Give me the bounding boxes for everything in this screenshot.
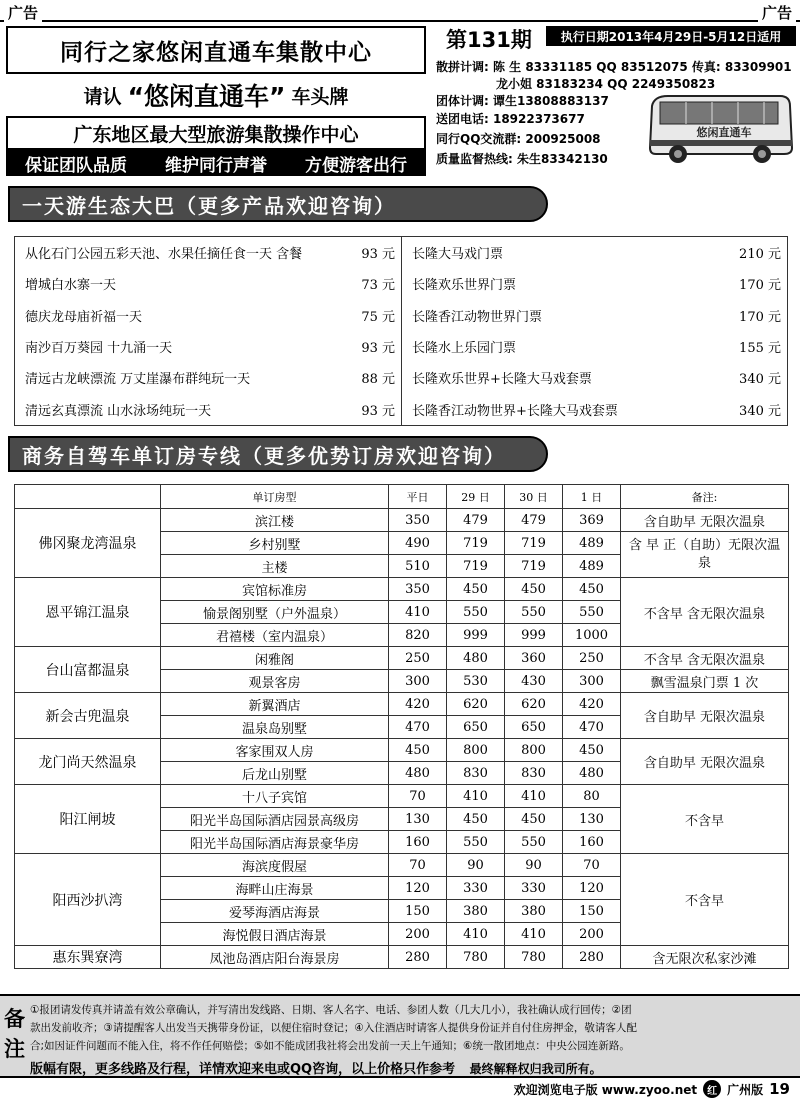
room-type: 爱琴海酒店海景: [161, 900, 389, 923]
price-cell: 830: [447, 762, 505, 785]
price-cell: 650: [505, 716, 563, 739]
trip-price: 170 元: [739, 309, 781, 325]
price-cell: 490: [389, 532, 447, 555]
price-cell: 70: [389, 785, 447, 808]
table-row: [15, 785, 789, 808]
price-cell: 719: [505, 555, 563, 578]
trip-name: 从化石门公园五彩天池、水果任摘任食一天 含餐: [25, 247, 303, 263]
ad-label-right: 广告: [758, 2, 796, 23]
price-cell: 70: [563, 854, 621, 877]
edition-label: 广州版: [727, 1082, 764, 1097]
header-title: 同行之家悠闲直通车集散中心: [6, 26, 426, 74]
price-cell: 550: [563, 601, 621, 624]
header-left: [6, 26, 426, 176]
price-cell: 550: [447, 601, 505, 624]
table-row: [15, 509, 789, 532]
room-type: 客家围双人房: [161, 739, 389, 762]
trip-price: 340 元: [739, 372, 781, 388]
list-item: [15, 362, 401, 393]
price-cell: 380: [447, 900, 505, 923]
table-row: [15, 578, 789, 601]
list-item: [402, 300, 787, 331]
price-cell: 550: [505, 601, 563, 624]
price-cell: 120: [563, 877, 621, 900]
price-cell: 350: [389, 578, 447, 601]
list-item: [402, 268, 787, 299]
note-line: 款出发前收齐；③请提醒客人出发当天携带身份证，以便住宿时登记；④入住酒店时请客人提供身份证并自付住房押金，敬请客人配: [30, 1022, 637, 1034]
hotel-note: 飘雪温泉门票 1 次: [621, 670, 789, 693]
price-cell: 90: [505, 854, 563, 877]
exec-date: 执行日期2013年4月29日-5月12日适用: [546, 26, 796, 46]
price-cell: 410: [505, 785, 563, 808]
room-type: 凤池岛酒店阳台海景房: [161, 946, 389, 969]
col-header: 平日: [389, 485, 447, 509]
room-type: 温泉岛别墅: [161, 716, 389, 739]
hotel-note: 不含早: [621, 785, 789, 854]
col-header: 29 日: [447, 485, 505, 509]
trip-price: 340 元: [739, 403, 781, 419]
list-item: [402, 394, 787, 425]
price-cell: 330: [447, 877, 505, 900]
price-cell: 300: [389, 670, 447, 693]
brand-logo-icon: 红: [703, 1080, 721, 1098]
trip-price: 73 元: [361, 278, 395, 294]
price-cell: 480: [563, 762, 621, 785]
price-cell: 380: [505, 900, 563, 923]
trip-price: 93 元: [361, 341, 395, 357]
hotel-name: 阳西沙扒湾: [15, 854, 161, 946]
website-link[interactable]: 欢迎浏览电子版 www.zyoo.net: [513, 1082, 698, 1097]
section-banner-daytrip: 一天游生态大巴（更多产品欢迎咨询）: [8, 186, 548, 222]
sub-prefix: 请认: [83, 85, 122, 108]
room-type: 乡村别墅: [161, 532, 389, 555]
price-cell: 999: [447, 624, 505, 647]
trip-name: 德庆龙母庙祈福一天: [25, 309, 143, 325]
price-cell: 150: [563, 900, 621, 923]
col-header: 1 日: [563, 485, 621, 509]
hotel-name: 惠东巽寮湾: [15, 946, 161, 969]
price-cell: 999: [505, 624, 563, 647]
hotel-note: 含自助早 无限次温泉: [621, 739, 789, 785]
price-cell: 160: [563, 831, 621, 854]
list-item: [402, 331, 787, 362]
table-row: [15, 693, 789, 716]
room-type: 阳光半岛国际酒店园景高级房: [161, 808, 389, 831]
price-cell: 489: [563, 532, 621, 555]
section-banner-hotel: 商务自驾车单订房专线（更多优势订房欢迎咨询）: [8, 436, 548, 472]
contact-line: 送团电话: 18922373677: [436, 112, 585, 126]
daytrip-col-right: [401, 237, 787, 425]
price-cell: 800: [505, 739, 563, 762]
price-cell: 160: [389, 831, 447, 854]
sub-brand: “悠闲直通车”: [127, 82, 286, 111]
price-cell: 410: [447, 923, 505, 946]
price-cell: 719: [505, 532, 563, 555]
price-cell: 479: [505, 509, 563, 532]
price-cell: 300: [563, 670, 621, 693]
notes-footer: [30, 1058, 796, 1077]
daytrip-grid: [14, 236, 788, 426]
price-cell: 450: [389, 739, 447, 762]
col-header: [15, 485, 161, 509]
price-cell: 510: [389, 555, 447, 578]
room-type: 滨江楼: [161, 509, 389, 532]
price-cell: 830: [505, 762, 563, 785]
price-cell: 450: [447, 578, 505, 601]
trip-price: 93 元: [361, 247, 395, 263]
price-cell: 820: [389, 624, 447, 647]
price-cell: 480: [389, 762, 447, 785]
price-cell: 450: [505, 578, 563, 601]
price-cell: 780: [505, 946, 563, 969]
price-cell: 410: [389, 601, 447, 624]
trip-name: 长隆香江动物世界+长隆大马戏套票: [412, 403, 618, 419]
header-operation: 广东地区最大型旅游集散操作中心: [6, 116, 426, 150]
bus-icon: [646, 88, 794, 168]
trip-price: 75 元: [361, 309, 395, 325]
price-cell: 480: [447, 647, 505, 670]
price-cell: 420: [389, 693, 447, 716]
daytrip-col-left: [15, 237, 401, 425]
trip-name: 长隆香江动物世界门票: [412, 309, 543, 325]
room-type: 海悦假日酒店海景: [161, 923, 389, 946]
contact-line: 同行QQ交流群: 200925008: [436, 132, 601, 146]
notes-box: [0, 994, 800, 1078]
price-cell: 130: [563, 808, 621, 831]
price-cell: 200: [389, 923, 447, 946]
hotel-table: [14, 484, 789, 969]
price-cell: 800: [447, 739, 505, 762]
price-cell: 280: [563, 946, 621, 969]
hotel-note: 含 早 正（自助）无限次温泉: [621, 532, 789, 578]
hotel-note: 含无限次私家沙滩: [621, 946, 789, 969]
slogan-item: 维护同行声誉: [165, 155, 267, 176]
price-cell: 410: [505, 923, 563, 946]
room-type: 主楼: [161, 555, 389, 578]
bus-text: 悠闲直通车: [696, 126, 752, 139]
room-type: 闲雅阁: [161, 647, 389, 670]
price-cell: 470: [389, 716, 447, 739]
hotel-note: 不含早: [621, 854, 789, 946]
price-cell: 470: [563, 716, 621, 739]
price-cell: 780: [447, 946, 505, 969]
issue-number: 第131期: [446, 28, 532, 52]
price-cell: 620: [505, 693, 563, 716]
notes-final-text: 最终解释权归我司所有。: [469, 1062, 602, 1076]
hotel-name: 龙门尚天然温泉: [15, 739, 161, 785]
price-cell: 80: [563, 785, 621, 808]
trip-name: 长隆水上乐园门票: [412, 341, 517, 357]
price-cell: 369: [563, 509, 621, 532]
price-cell: 360: [505, 647, 563, 670]
slogan-bar: [6, 150, 426, 176]
price-cell: 450: [563, 578, 621, 601]
hotel-note: 不含早 含无限次温泉: [621, 647, 789, 670]
room-type: 新翼酒店: [161, 693, 389, 716]
note-line: 合;如因证件问题而不能入住，将不作任何赔偿；⑤如不能成团我社将会出发前一天上午通知；⑥统一散团地点：中央公园连新路。: [30, 1040, 630, 1052]
sub-suffix: 车头牌: [291, 85, 349, 108]
trip-name: 增城白水寨一天: [25, 278, 117, 294]
hotel-note: 含自助早 无限次温泉: [621, 509, 789, 532]
room-type: 海滨度假屋: [161, 854, 389, 877]
price-cell: 450: [447, 808, 505, 831]
price-cell: 250: [563, 647, 621, 670]
list-item: [15, 268, 401, 299]
top-divider: [0, 20, 800, 22]
hotel-name: 阳江闸坡: [15, 785, 161, 854]
list-item: [15, 331, 401, 362]
price-cell: 550: [505, 831, 563, 854]
trip-price: 88 元: [361, 372, 395, 388]
ad-label-left: 广告: [4, 2, 42, 23]
contact-line: 团体计调: 谭生13808883137: [436, 94, 609, 108]
price-cell: 280: [389, 946, 447, 969]
trip-name: 清远古龙峡漂流 万丈崖瀑布群纯玩一天: [25, 372, 251, 388]
table-header-row: [15, 485, 789, 509]
price-cell: 250: [389, 647, 447, 670]
price-cell: 719: [447, 532, 505, 555]
price-cell: 420: [563, 693, 621, 716]
list-item: [402, 237, 787, 268]
list-item: [15, 394, 401, 425]
price-cell: 130: [389, 808, 447, 831]
notes-footer-text: 版幅有限，更多线路及行程，详情欢迎来电或QQ咨询，以上价格只作参考: [30, 1062, 456, 1077]
room-type: 愉景阁别墅（户外温泉）: [161, 601, 389, 624]
table-row: [15, 946, 789, 969]
price-cell: 90: [447, 854, 505, 877]
hotel-name: 佛冈聚龙湾温泉: [15, 509, 161, 578]
price-cell: 550: [447, 831, 505, 854]
contact-panel: [432, 24, 796, 174]
price-cell: 450: [563, 739, 621, 762]
hotel-name: 恩平锦江温泉: [15, 578, 161, 647]
note-line: ①报团请发传真并请盖有效公章确认，并写清出发线路、日期、客人名字、电话、参团人数（几大几小），我社确认成行回传；②团: [30, 1004, 632, 1016]
list-item: [15, 300, 401, 331]
price-cell: 450: [505, 808, 563, 831]
price-cell: 120: [389, 877, 447, 900]
price-cell: 530: [447, 670, 505, 693]
price-cell: 620: [447, 693, 505, 716]
trip-price: 210 元: [739, 247, 781, 263]
room-type: 观景客房: [161, 670, 389, 693]
slogan-item: 方便游客出行: [305, 155, 407, 176]
slogan-item: 保证团队品质: [25, 155, 127, 176]
page-number: 19: [769, 1080, 790, 1098]
price-cell: 650: [447, 716, 505, 739]
price-cell: 489: [563, 555, 621, 578]
notes-label: 备注: [4, 1007, 25, 1061]
list-item: [402, 362, 787, 393]
price-cell: 330: [505, 877, 563, 900]
hotel-note: 不含早 含无限次温泉: [621, 578, 789, 647]
contact-line: 散拼计调: 陈 生 83331185 QQ 83512075 传真: 83309901: [436, 60, 792, 74]
room-type: 海畔山庄海景: [161, 877, 389, 900]
table-row: [15, 854, 789, 877]
page-footer: [514, 1080, 790, 1098]
hotel-name: 新会古兜温泉: [15, 693, 161, 739]
hotel-name: 台山富都温泉: [15, 647, 161, 693]
price-cell: 719: [447, 555, 505, 578]
hotel-note: 含自助早 无限次温泉: [621, 693, 789, 739]
header-subtitle: [6, 74, 426, 116]
price-cell: 1000: [563, 624, 621, 647]
price-cell: 479: [447, 509, 505, 532]
trip-name: 长隆欢乐世界+长隆大马戏套票: [412, 372, 592, 388]
trip-name: 清远玄真漂流 山水泳场纯玩一天: [25, 403, 212, 419]
trip-price: 170 元: [739, 278, 781, 294]
room-type: 十八子宾馆: [161, 785, 389, 808]
contact-line: 质量监督热线: 朱生83342130: [436, 152, 608, 166]
price-cell: 410: [447, 785, 505, 808]
price-cell: 430: [505, 670, 563, 693]
price-cell: 200: [563, 923, 621, 946]
table-row: [15, 647, 789, 670]
price-cell: 350: [389, 509, 447, 532]
room-type: 阳光半岛国际酒店海景豪华房: [161, 831, 389, 854]
col-header: 单订房型: [161, 485, 389, 509]
room-type: 宾馆标准房: [161, 578, 389, 601]
price-cell: 70: [389, 854, 447, 877]
trip-name: 长隆欢乐世界门票: [412, 278, 517, 294]
col-header: 30 日: [505, 485, 563, 509]
room-type: 君禧楼（室内温泉）: [161, 624, 389, 647]
col-header: 备注:: [621, 485, 789, 509]
room-type: 后龙山别墅: [161, 762, 389, 785]
contact-line: 龙小姐 83183234 QQ 2249350823: [496, 77, 716, 91]
trip-price: 93 元: [361, 403, 395, 419]
list-item: [15, 237, 401, 268]
trip-price: 155 元: [739, 341, 781, 357]
trip-name: 长隆大马戏门票: [412, 247, 504, 263]
table-row: [15, 739, 789, 762]
price-cell: 150: [389, 900, 447, 923]
trip-name: 南沙百万葵园 十九涌一天: [25, 341, 173, 357]
